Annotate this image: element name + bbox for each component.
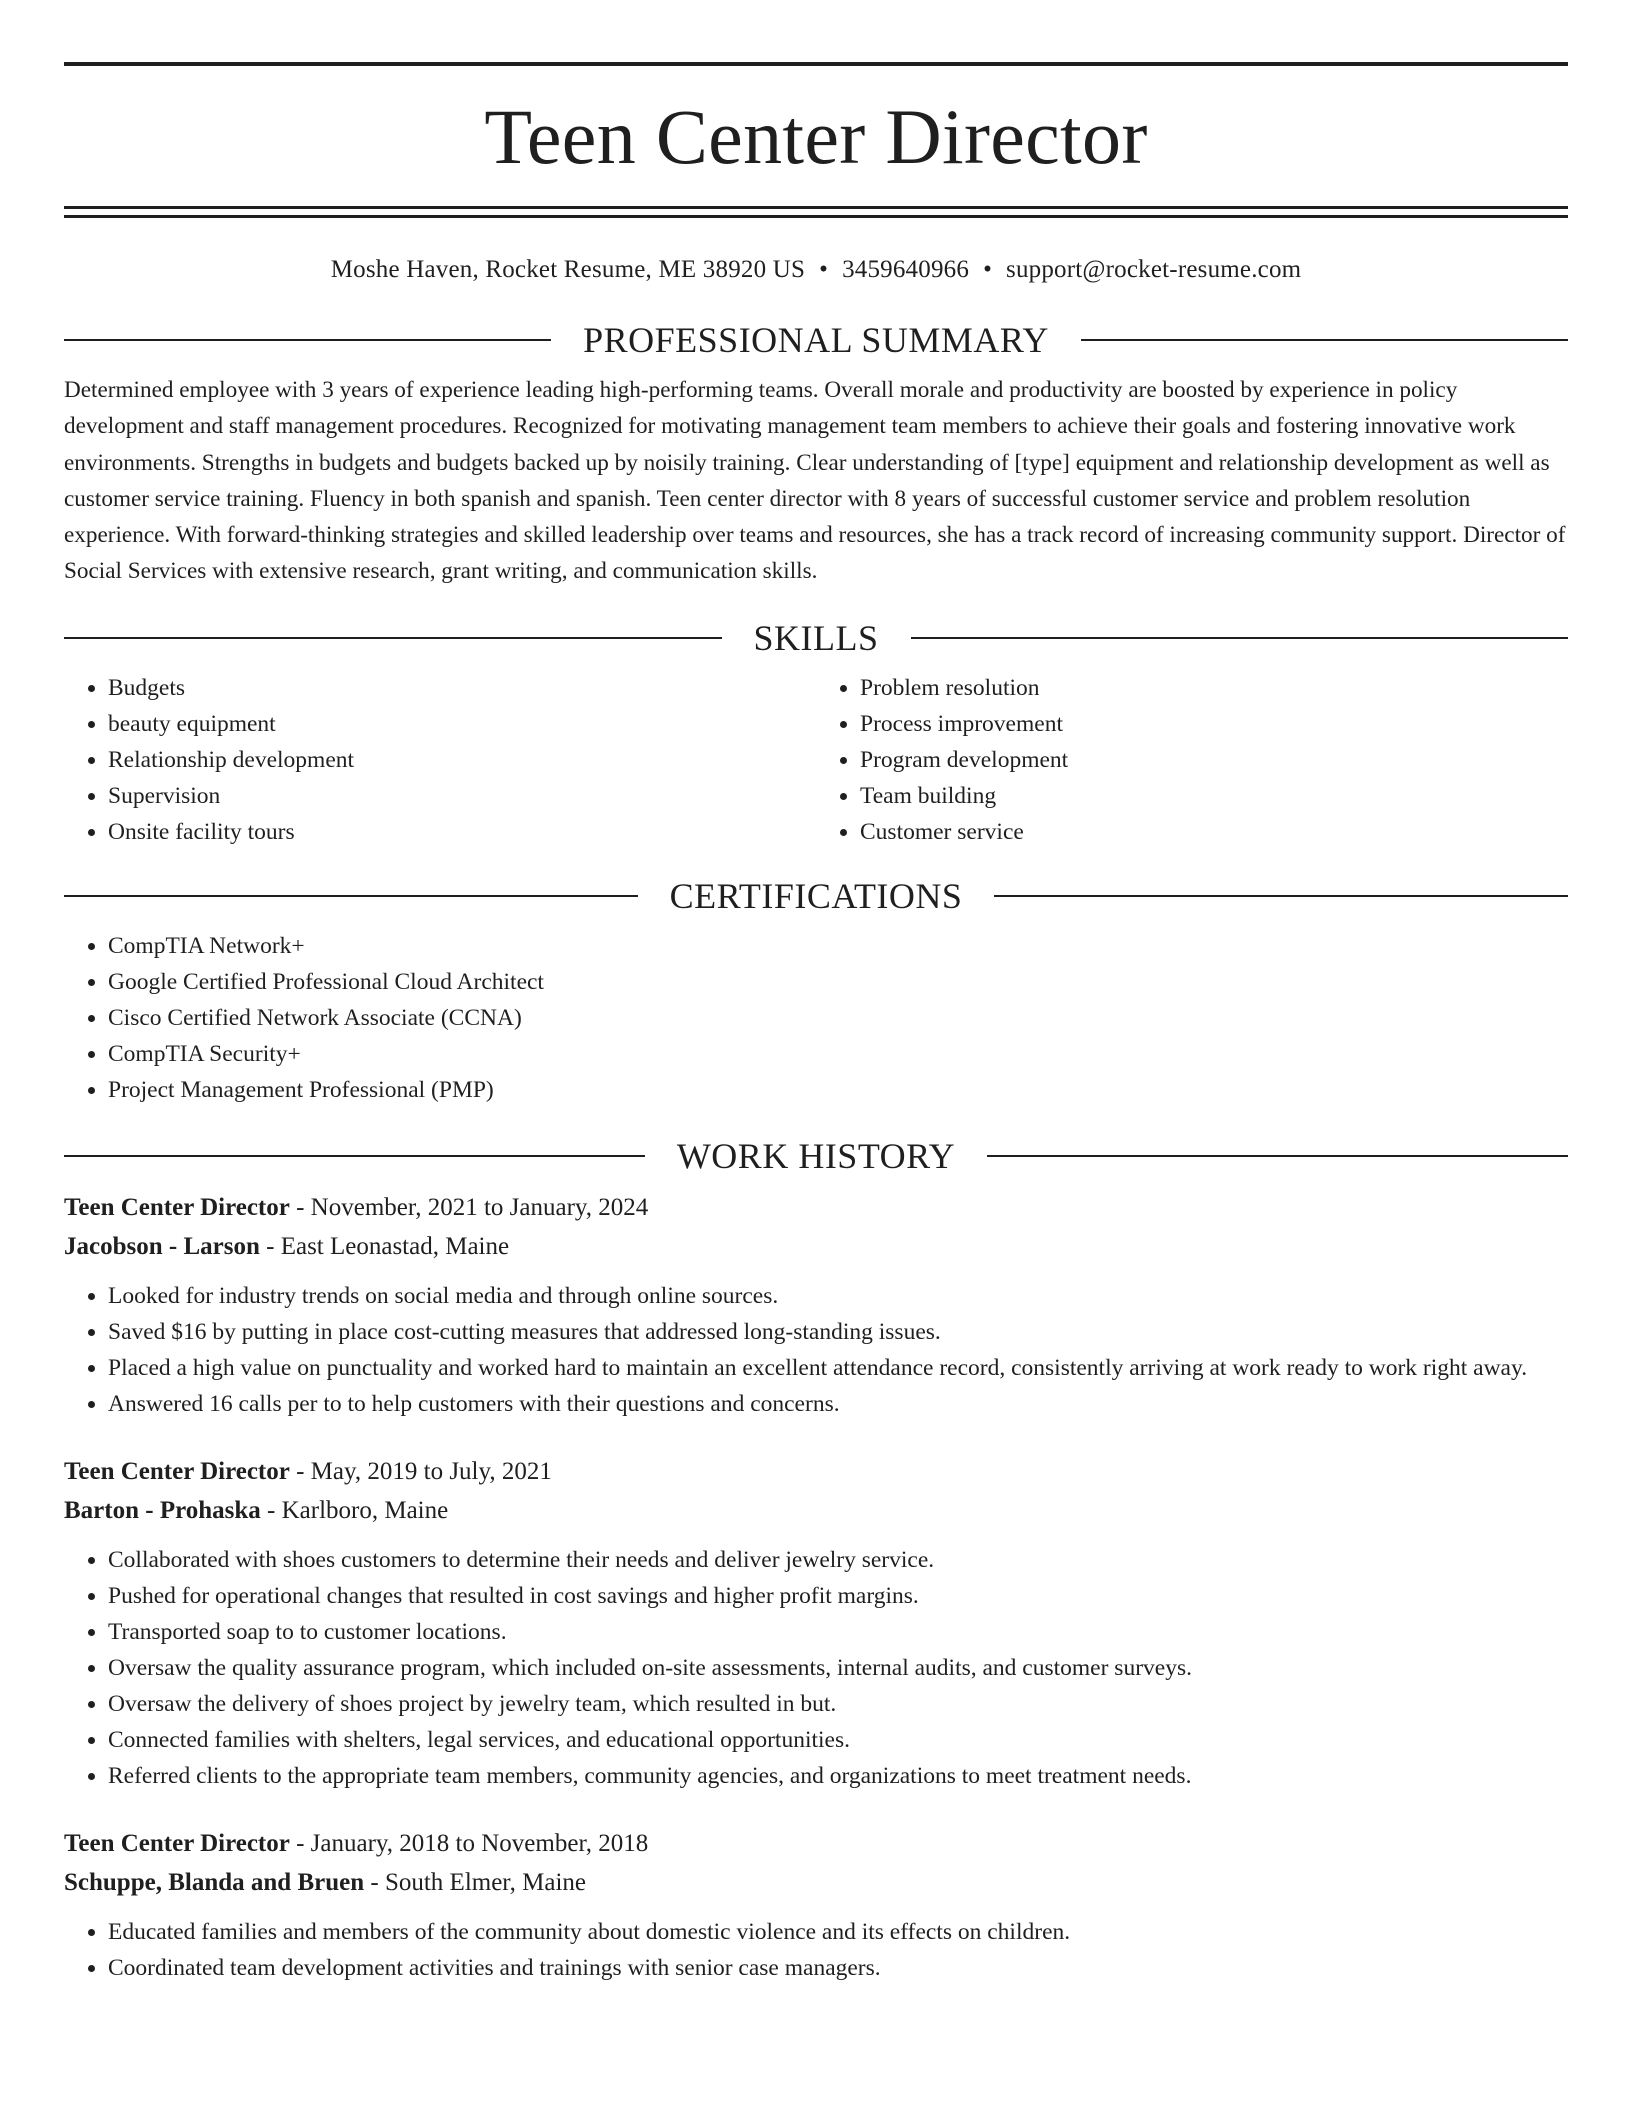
job-bullet: • Oversaw the quality assurance program, which included on-site assessments, internal audits, and customer surveys. [108,1650,1568,1686]
job-title: Teen Center Director [64,1457,290,1485]
job-title-line [64,1824,1568,1863]
job-bullets [64,1542,1568,1794]
title-double-rule [64,206,1568,218]
skill-item: • Process improvement [860,706,1568,742]
job-bullet: • Saved $16 by putting in place cost-cutting measures that addressed long-standing issues. [108,1314,1568,1350]
job-company: Schuppe, Blanda and Bruen [64,1868,365,1896]
heading-rule-right [994,895,1568,897]
certifications-heading-row [64,875,1568,916]
contact-address: Moshe Haven, Rocket Resume, ME 38920 US [330,256,806,283]
skill-item: • Supervision [108,778,816,814]
skill-item: • Onsite facility tours [108,814,816,850]
job-dates: - January, 2018 to November, 2018 [289,1829,649,1857]
job-location: - East Leonastad, Maine [259,1232,510,1260]
skills-heading: SKILLS [753,617,879,658]
skill-item: • Relationship development [108,742,816,778]
resume-title: Teen Center Director [484,93,1148,180]
job-company-line [64,1227,1568,1266]
job-entry [64,1188,1568,1422]
certification-item: • CompTIA Network+ [108,928,1568,964]
job-entry [64,1452,1568,1794]
job-company: Barton - Prohaska [64,1496,261,1524]
job-bullet: • Pushed for operational changes that resulted in cost savings and higher profit margins. [108,1578,1568,1614]
certifications-heading: CERTIFICATIONS [669,875,963,916]
job-bullet: • Educated families and members of the community about domestic violence and its effects on children. [108,1914,1568,1950]
heading-rule-left [64,895,638,897]
skill-item: • Team building [860,778,1568,814]
certifications-list [64,928,1568,1108]
certification-item: • Google Certified Professional Cloud Architect [108,964,1568,1000]
skill-item: • Program development [860,742,1568,778]
contact-phone[interactable]: 3459640966 [842,256,970,283]
job-company: Jacobson - Larson [64,1232,260,1260]
job-dates: - May, 2019 to July, 2021 [289,1457,552,1485]
job-dates: - November, 2021 to January, 2024 [289,1193,649,1221]
heading-rule-right [1081,339,1568,341]
job-bullet: • Looked for industry trends on social media and through online sources. [108,1278,1568,1314]
top-rule [64,62,1568,66]
job-bullet: • Connected families with shelters, legal services, and educational opportunities. [108,1722,1568,1758]
heading-rule-left [64,339,551,341]
skill-item: • Problem resolution [860,670,1568,706]
job-bullets [64,1914,1568,1986]
job-company-line [64,1491,1568,1530]
job-title: Teen Center Director [64,1193,290,1221]
work-heading: WORK HISTORY [676,1135,956,1176]
heading-rule-left [64,1155,645,1157]
summary-heading-row [64,322,1568,358]
skills-list-right [816,670,1568,850]
certification-item: • Cisco Certified Network Associate (CCNA) [108,1000,1568,1036]
job-bullet: • Oversaw the delivery of shoes project by jewelry team, which resulted in but. [108,1686,1568,1722]
contact-line [64,256,1568,284]
job-bullet: • Referred clients to the appropriate team members, community agencies, and organizations to meet treatment needs. [108,1758,1568,1794]
job-bullets [64,1278,1568,1422]
skills-grid [64,670,1568,850]
heading-rule-right [911,637,1569,639]
skills-list-left [64,670,816,850]
job-title-line [64,1452,1568,1491]
job-location: - South Elmer, Maine [364,1868,586,1896]
summary-heading: PROFESSIONAL SUMMARY [583,320,1049,360]
job-bullet: • Answered 16 calls per to to help customers with their questions and concerns. [108,1386,1568,1422]
certification-item: • Project Management Professional (PMP) [108,1072,1568,1108]
job-bullet: • Collaborated with shoes customers to determine their needs and deliver jewelry service. [108,1542,1568,1578]
skill-item: • beauty equipment [108,706,816,742]
job-company-line [64,1863,1568,1902]
contact-separator: • [819,256,829,283]
job-location: - Karlboro, Maine [260,1496,449,1524]
job-bullet: • Placed a high value on punctuality and worked hard to maintain an excellent attendance record, consistently arriving at work ready to work right away. [108,1350,1568,1386]
job-bullet: • Transported soap to to customer locations. [108,1614,1568,1650]
skill-item: • Budgets [108,670,816,706]
summary-text: Determined employee with 3 years of experience leading high-performing teams. Overall morale and productivity are boosted by experience in policy development and staff management procedures. Recognized for motivating management team members to achieve their goals and fostering innovative work environments. Strengths in budgets and budgets backed up by noisily training. Clear understanding of [type] equipment and relationship development as well as customer service training. Fluency in both spanish and spanish. Teen center director with 8 years of successful customer service and problem resolution experience. With forward-thinking strategies and skilled leadership over teams and resources, she has a track record of increasing community support. Director of Social Services with extensive research, grant writing, and communication skills. [64,377,1566,585]
contact-email[interactable]: support@rocket-resume.com [1006,256,1302,283]
contact-separator: • [983,256,993,283]
heading-rule-left [64,637,722,639]
work-heading-row [64,1135,1568,1176]
job-entry [64,1824,1568,1986]
job-title-line [64,1188,1568,1227]
skills-heading-row [64,617,1568,658]
heading-rule-right [987,1155,1568,1157]
job-title: Teen Center Director [64,1829,290,1857]
certification-item: • CompTIA Security+ [108,1036,1568,1072]
skill-item: • Customer service [860,814,1568,850]
job-bullet: • Coordinated team development activities and trainings with senior case managers. [108,1950,1568,1986]
